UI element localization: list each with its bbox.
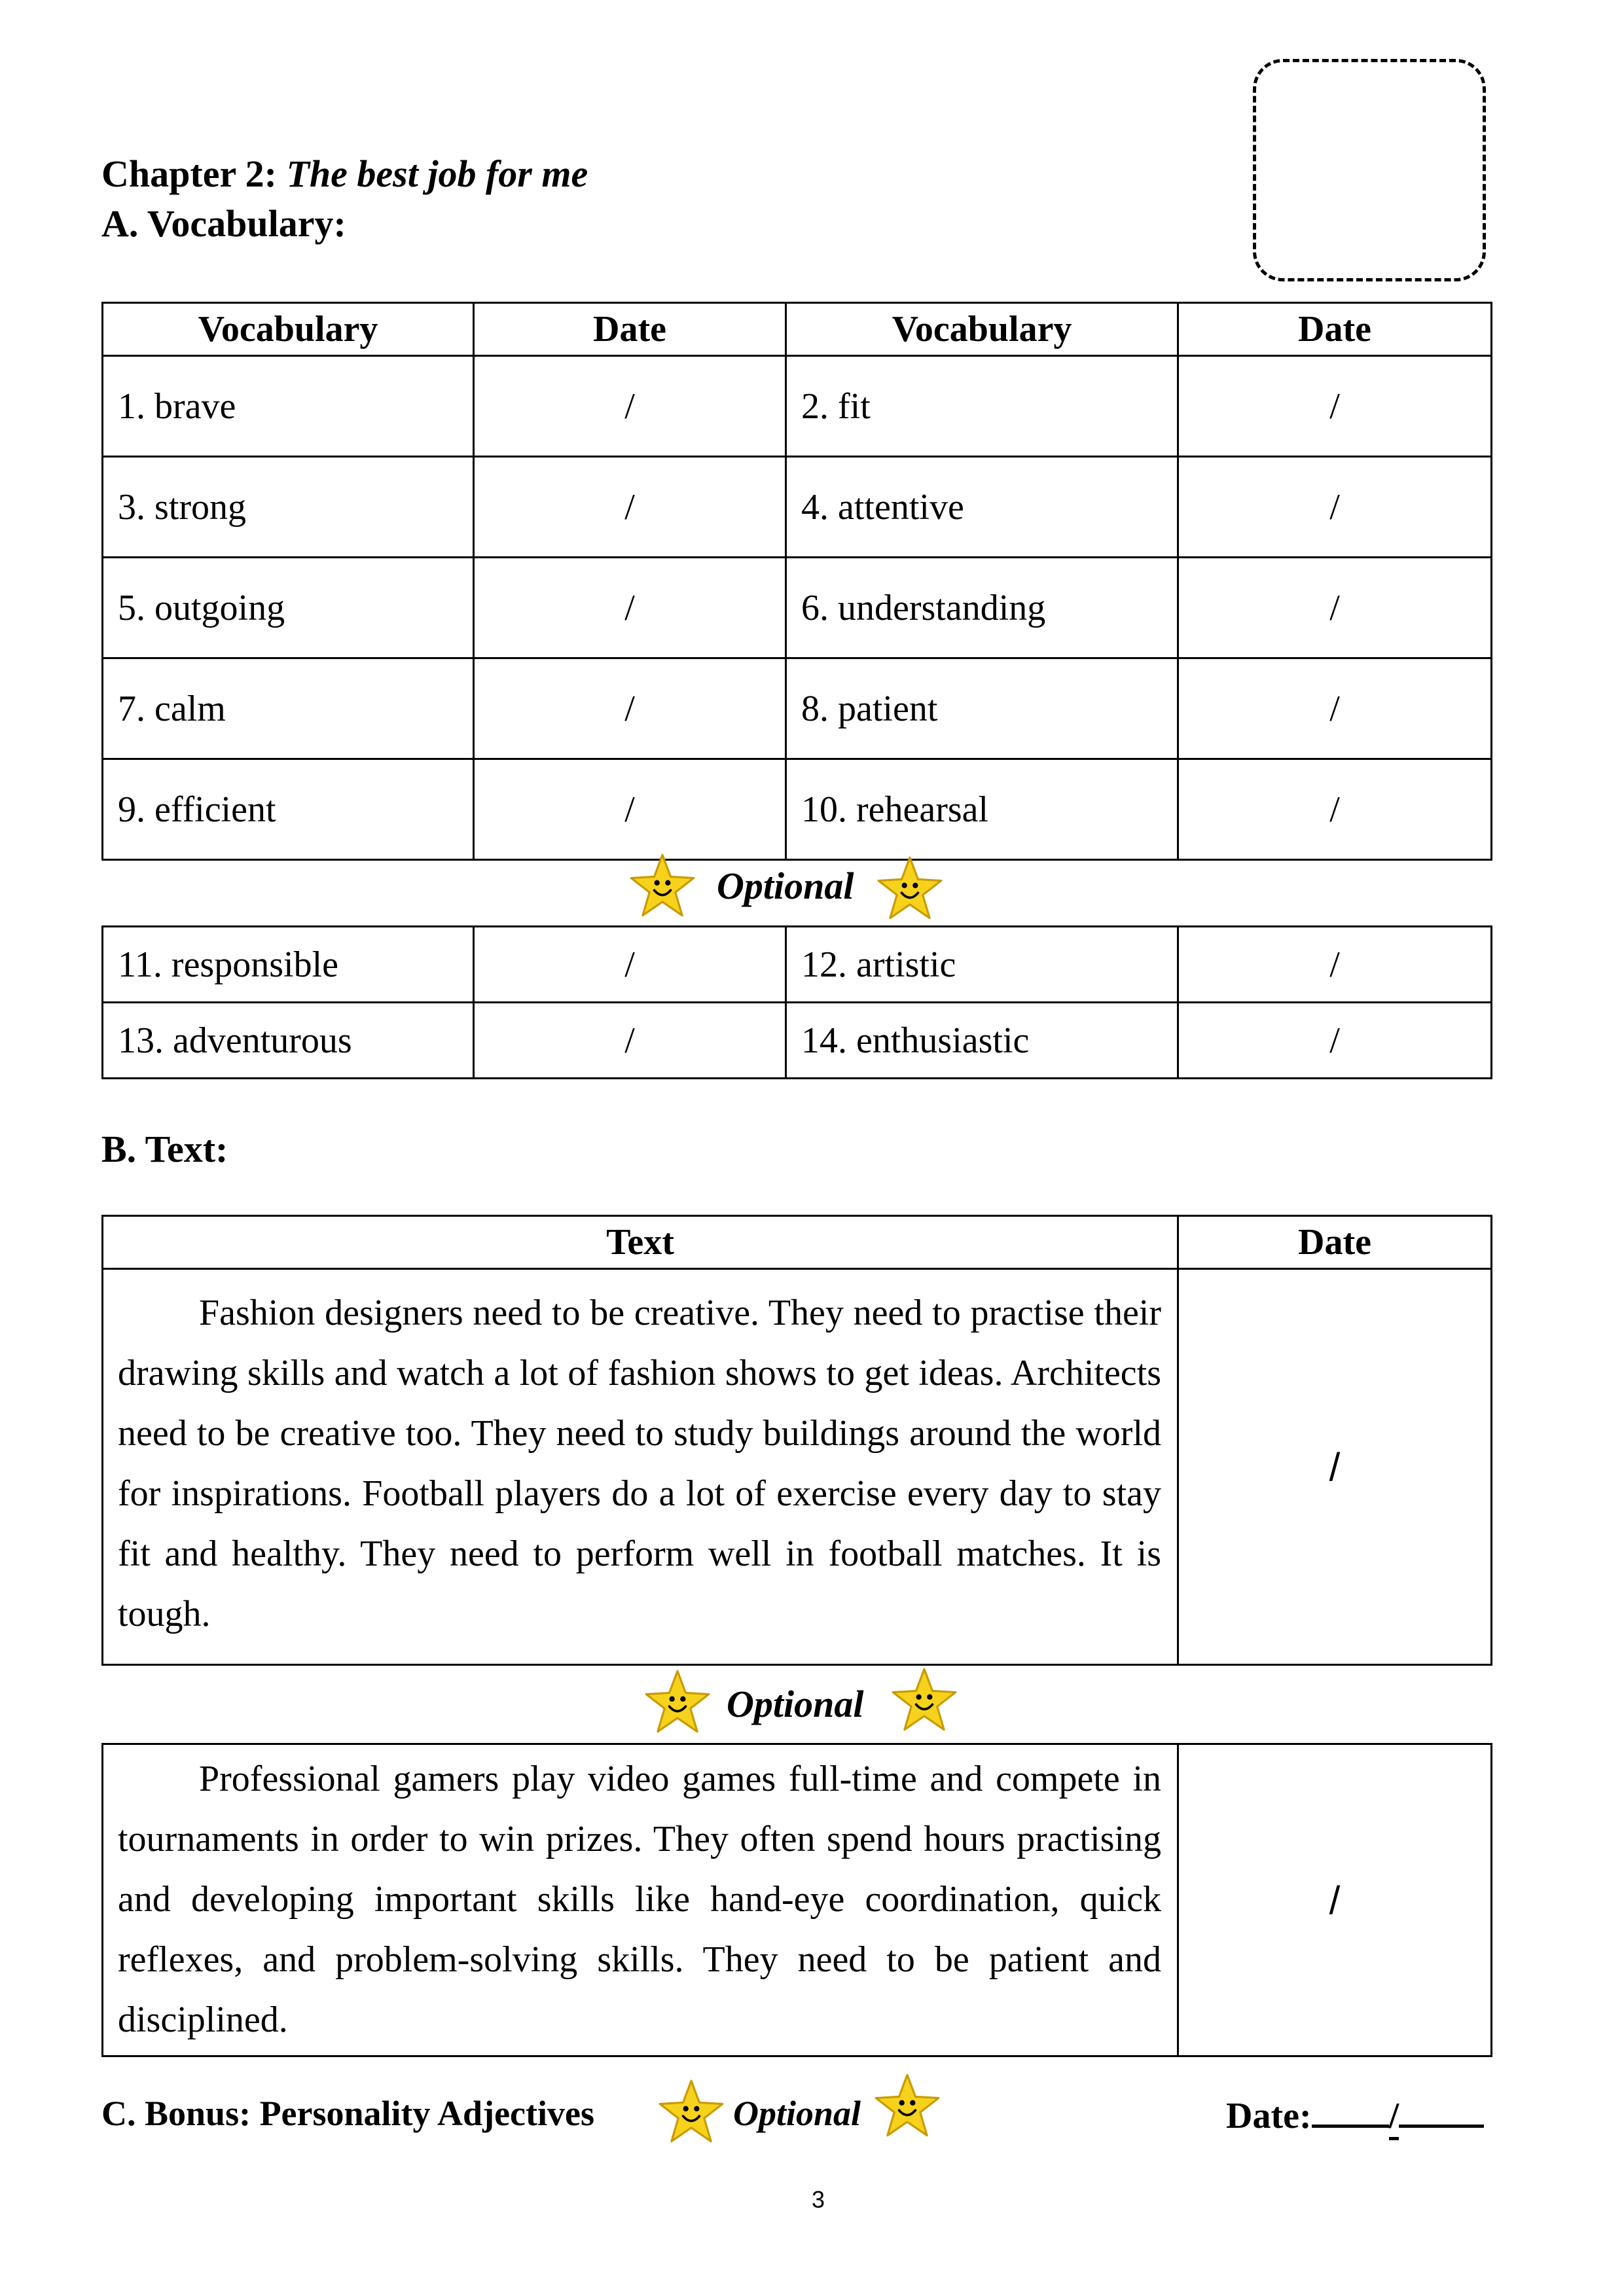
table-row [103,658,1492,759]
chapter-heading [101,152,588,196]
date-cell[interactable]: / [1178,658,1492,759]
text-passage: Professional gamers play video games full-time and compete in tournaments in order to win prizes. They often spend hours practising and developing important skills like hand-eye coordination, quick reflexes, and problem-solving skills. They need to be patient and disciplined. [118,1759,1161,2040]
vocabulary-heading: A. Vocabulary: [101,202,346,245]
text-passage-cell [103,1269,1178,1665]
stamp-box [1253,59,1486,281]
text-passage-cell [103,1744,1178,2056]
text-heading: B. Text: [101,1128,228,1170]
column-header: Date [1178,1216,1492,1269]
vocab-word: 9. efficient [103,759,474,860]
table-row [103,1269,1492,1665]
smiley-star-icon [628,852,696,920]
smiley-star-icon [657,2078,725,2146]
vocab-word: 4. attentive [786,457,1178,558]
vocab-word: 8. patient [786,658,1178,759]
text-passage: Fashion designers need to be creative. They need to practise their drawing skills and watch a lot of fashion shows to get ideas. Architects need to be creative too. They need to study buildings around the world for inspirations. Football players do a lot of exercise every day to stay fit and healthy. They need to perform well in football matches. It is tough. [118,1293,1161,1634]
date-cell[interactable]: / [474,927,786,1003]
date-cell[interactable]: / [1178,356,1492,457]
bonus-date [1226,2093,1484,2140]
table-row [103,457,1492,558]
date-label: Date: [1226,2096,1312,2136]
date-cell[interactable]: / [1178,457,1492,558]
date-cell[interactable]: / [474,457,786,558]
optional-label: Optional [733,2094,861,2133]
date-separator: / [1389,2095,1399,2140]
vocab-word: 5. outgoing [103,558,474,658]
vocabulary-header-row [103,303,1492,356]
column-header: Vocabulary [786,303,1178,356]
table-row [103,356,1492,457]
bonus-heading: C. Bonus: Personality Adjectives [101,2094,594,2133]
text-header-row [103,1216,1492,1269]
column-header: Vocabulary [103,303,474,356]
vocab-word: 7. calm [103,658,474,759]
date-cell[interactable]: / [1178,759,1492,860]
date-blank[interactable] [1399,2093,1484,2128]
smiley-star-icon [643,1668,712,1736]
chapter-title: The best job for me [286,152,588,195]
vocab-word: 1. brave [103,356,474,457]
table-row [103,1744,1492,2056]
date-cell[interactable]: / [1178,1003,1492,1079]
optional-label: Optional [727,1683,864,1725]
date-cell[interactable]: / [1178,558,1492,658]
vocabulary-table [101,302,1492,861]
date-cell[interactable]: / [474,558,786,658]
date-cell[interactable]: / [1178,927,1492,1003]
vocab-word: 3. strong [103,457,474,558]
smiley-star-icon [876,855,944,923]
text-table [101,1215,1492,1666]
date-cell[interactable]: / [1178,1744,1492,2056]
smiley-star-icon [873,2072,941,2140]
date-cell[interactable]: / [474,658,786,759]
vocab-word: 13. adventurous [103,1003,474,1079]
column-header: Date [474,303,786,356]
optional-label: Optional [717,865,854,907]
vocab-word: 6. understanding [786,558,1178,658]
table-row [103,1003,1492,1079]
date-cell[interactable]: / [1178,1269,1492,1665]
smiley-star-icon [890,1666,958,1734]
page-number: 3 [811,2186,825,2213]
chapter-label: Chapter 2: [101,152,277,195]
table-row [103,759,1492,860]
optional-text-table [101,1743,1492,2057]
date-blank[interactable] [1312,2093,1389,2128]
date-cell[interactable]: / [474,1003,786,1079]
column-header: Text [103,1216,1178,1269]
date-cell[interactable]: / [474,356,786,457]
vocab-word: 11. responsible [103,927,474,1003]
table-row [103,558,1492,658]
column-header: Date [1178,303,1492,356]
date-cell[interactable]: / [474,759,786,860]
optional-vocabulary-table [101,925,1492,1079]
vocab-word: 2. fit [786,356,1178,457]
table-row [103,927,1492,1003]
vocab-word: 14. enthusiastic [786,1003,1178,1079]
vocab-word: 12. artistic [786,927,1178,1003]
vocab-word: 10. rehearsal [786,759,1178,860]
